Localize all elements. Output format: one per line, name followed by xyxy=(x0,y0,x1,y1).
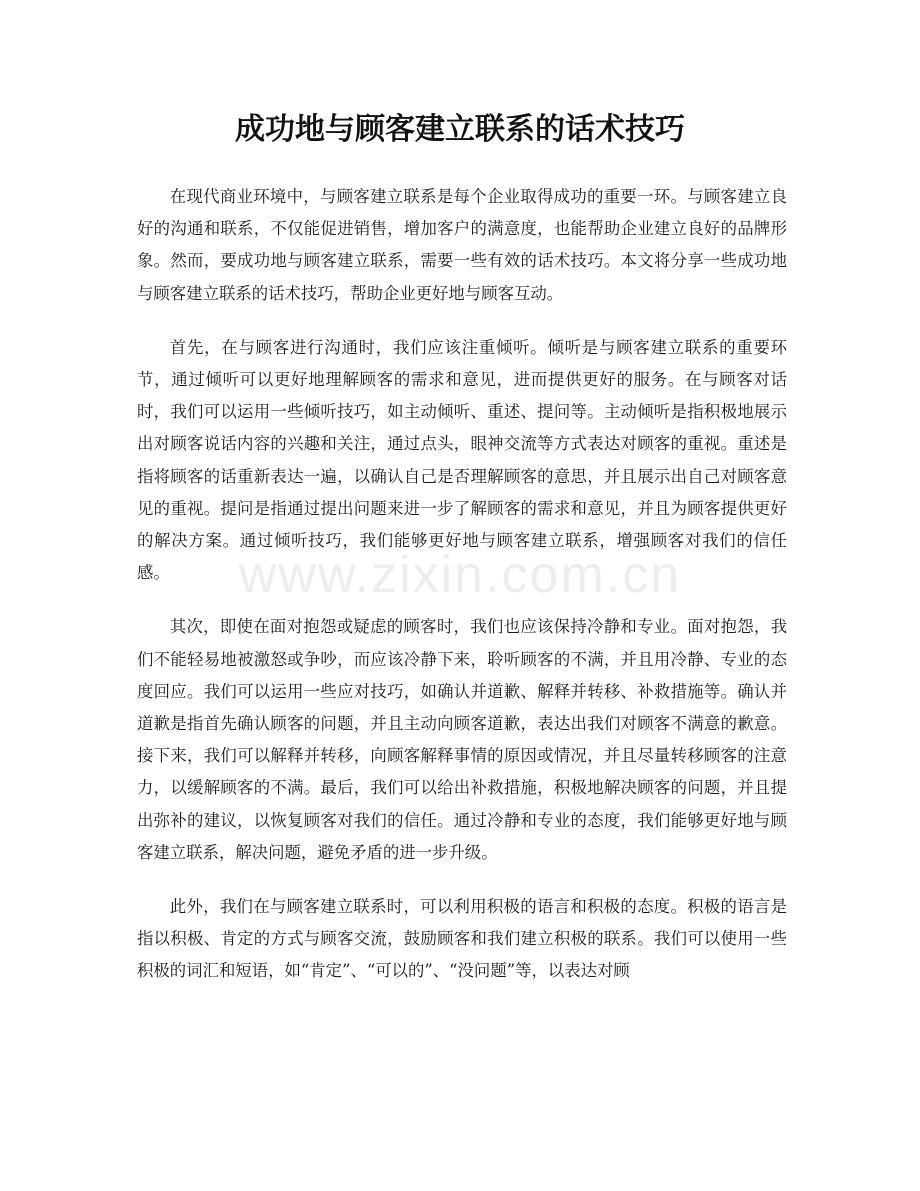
paragraph-4: 此外，我们在与顾客建立联系时，可以利用积极的语言和积极的态度。积极的语言是指以积极、肯定的方式与顾客交流，鼓励顾客和我们建立积极的联系。我们可以使用一些积极的词汇和短语，如“肯定”、“可以的”、“没问题”等，以表达对顾 xyxy=(137,897,787,981)
document-body xyxy=(137,181,787,1010)
paragraph-2: 首先，在与顾客进行沟通时，我们应该注重倾听。倾听是与顾客建立联系的重要环节，通过倾听可以更好地理解顾客的需求和意见，进而提供更好的服务。在与顾客对话时，我们可以运用一些倾听技巧，如主动倾听、重述、提问等。主动倾听是指积极地展示出对顾客说话内容的兴趣和关注，通过点头，眼神交流等方式表达对顾客的重视。重述是指将顾客的话重新表达一遍，以确认自己是否理解顾客的意思，并且展示出自己对顾客意见的重视。提问是指通过提出问题来进一步了解顾客的需求和意见，并且为顾客提供更好的解决方案。通过倾听技巧，我们能够更好地与顾客建立联系，增强顾客对我们的信任感。 xyxy=(137,337,787,583)
document-title: 成功地与顾客建立联系的话术技巧 xyxy=(235,112,685,147)
watermark: www.zixin.com.cn xyxy=(238,546,682,604)
paragraph-3: 其次，即使在面对抱怨或疑虑的顾客时，我们也应该保持冷静和专业。面对抱怨，我们不能轻易地被激怒或争吵，而应该冷静下来，聆听顾客的不满，并且用冷静、专业的态度回应。我们可以运用一些应对技巧，如确认并道歉、解释并转移、补救措施等。确认并道歉是指首先确认顾客的问题，并且主动向顾客道歉，表达出我们对顾客不满意的歉意。接下来，我们可以解释并转移，向顾客解释事情的原因或情况，并且尽量转移顾客的注意力，以缓解顾客的不满。最后，我们可以给出补救措施，积极地解决顾客的问题，并且提出弥补的建议，以恢复顾客对我们的信任。通过冷静和专业的态度，我们能够更好地与顾客建立联系，解决问题，避免矛盾的进一步升级。 xyxy=(137,617,787,862)
paragraph-1: 在现代商业环境中，与顾客建立联系是每个企业取得成功的重要一环。与顾客建立良好的沟通和联系，不仅能促进销售，增加客户的满意度，也能帮助企业建立良好的品牌形象。然而，要成功地与顾客建立联系，需要一些有效的话术技巧。本文将分享一些成功地与顾客建立联系的话术技巧，帮助企业更好地与顾客互动。 xyxy=(137,187,787,303)
